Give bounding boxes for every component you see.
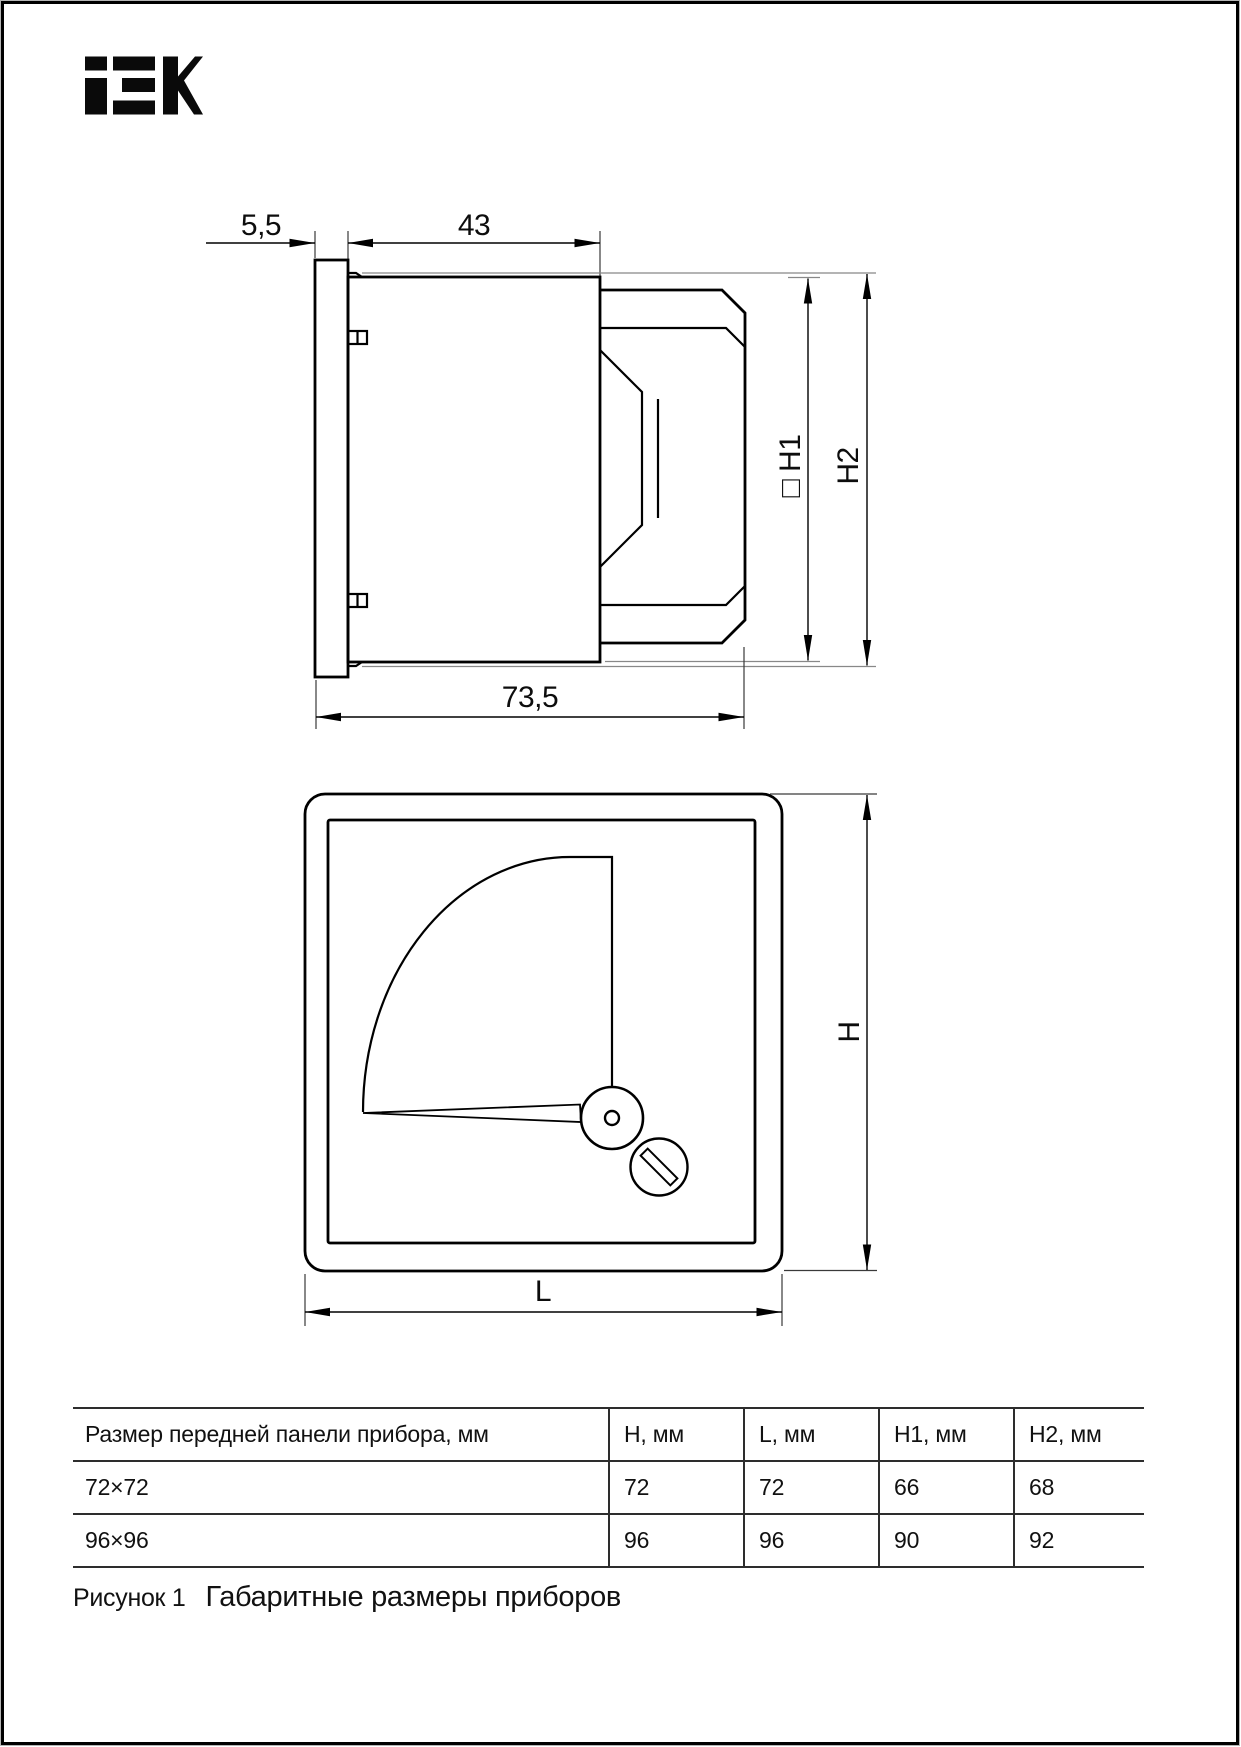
flange-profile [315, 260, 348, 677]
dim-label-total-depth: 73,5 [501, 681, 559, 714]
column-header-l: L, мм [743, 1409, 878, 1460]
cell-h: 72 [608, 1462, 743, 1513]
rear-housing-profile [600, 290, 745, 643]
dim-label-flange-depth: 5,5 [240, 209, 282, 242]
figure-caption [73, 1581, 621, 1614]
dim-label-l: L [534, 1275, 552, 1308]
front-view-drawing [305, 794, 877, 1326]
column-header-panel-size: Размер передней панели прибора, мм [85, 1421, 489, 1447]
dim-label-h1: □ H1 [774, 434, 807, 498]
movement-profile [600, 350, 642, 567]
rear-housing-step-top [600, 328, 745, 347]
column-header-h2: H2, мм [1013, 1409, 1144, 1460]
column-header-h1: H1, мм [878, 1409, 1013, 1460]
mounting-clip-bottom [348, 594, 367, 607]
cell-h: 96 [608, 1515, 743, 1566]
cell-panel-size: 96×96 [85, 1527, 149, 1553]
column-header-h: H, мм [608, 1409, 743, 1460]
needle [363, 1105, 581, 1123]
dim-label-h2: H2 [832, 447, 865, 485]
cell-h1: 66 [878, 1462, 1013, 1513]
cell-l: 72 [743, 1462, 878, 1513]
cell-l: 96 [743, 1515, 878, 1566]
figure-number: Рисунок 1 [73, 1584, 186, 1612]
cell-h2: 92 [1013, 1515, 1144, 1566]
cell-h2: 68 [1013, 1462, 1144, 1513]
body-profile [348, 277, 600, 662]
mounting-clip-top [348, 331, 367, 344]
cell-h1: 90 [878, 1515, 1013, 1566]
table-row [73, 1462, 1144, 1515]
dial-face-outline [328, 820, 755, 1243]
cell-panel-size: 72×72 [85, 1474, 149, 1500]
dim-label-body-depth: 43 [457, 209, 491, 242]
table-row [73, 1515, 1144, 1568]
dim-label-h: H [833, 1021, 866, 1043]
dimensions-table [73, 1407, 1144, 1568]
scale-window [363, 857, 612, 1112]
pivot-hole [605, 1111, 619, 1125]
rear-housing-step-bottom [600, 586, 745, 605]
table-header-row [73, 1409, 1144, 1462]
bezel-outline [305, 794, 782, 1271]
figure-title: Габаритные размеры приборов [205, 1581, 622, 1613]
